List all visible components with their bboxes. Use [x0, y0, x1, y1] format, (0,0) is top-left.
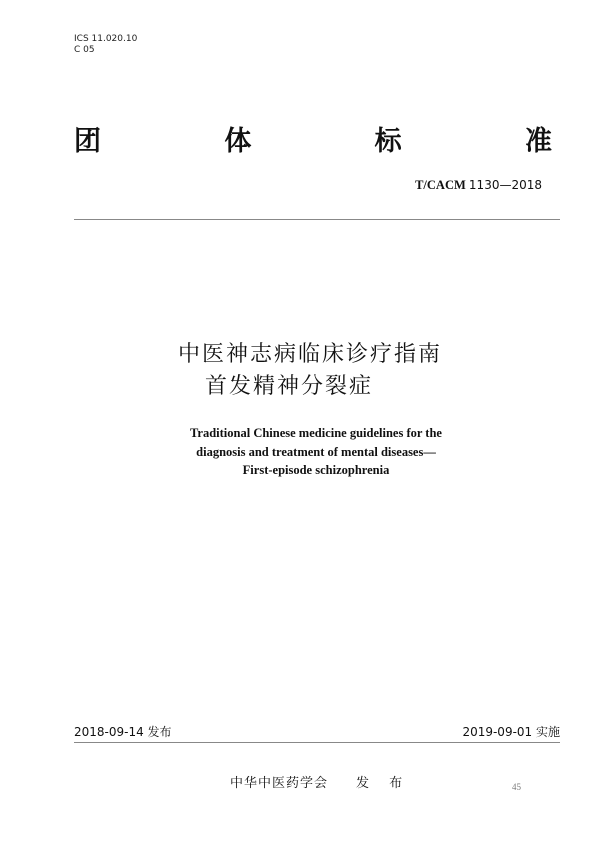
standard-type-char-3: 标: [374, 125, 402, 157]
publish-action: 发 布: [356, 776, 411, 791]
chinese-title-line-1: 中医神志病临床诊疗指南: [177, 342, 442, 367]
publisher-organization: 中华中医药学会: [230, 776, 329, 791]
standard-type-char-2: 体: [224, 125, 252, 157]
english-title-line-2: diagnosis and treatment of mental diseases—: [196, 444, 436, 459]
issue-date: 2018-09-14 发布: [74, 725, 172, 739]
standard-type-char-4: 准: [524, 125, 552, 157]
standard-code-number: 1130—2018: [468, 178, 542, 192]
bottom-divider: [74, 742, 560, 743]
standard-code-prefix: T/CACM: [415, 178, 466, 192]
english-title: [0, 424, 600, 480]
standard-number: [415, 178, 542, 193]
ics-code: ICS 11.020.10: [74, 34, 138, 44]
implementation-date: 2019-09-01 实施: [462, 725, 560, 739]
page-mark: 45: [512, 782, 521, 792]
ccs-code: C 05: [74, 45, 95, 55]
english-title-line-3: First-episode schizophrenia: [242, 463, 390, 477]
chinese-title-line-2: 首发精神分裂症: [204, 374, 373, 399]
top-divider: [74, 219, 560, 220]
publisher-line: [230, 772, 410, 791]
standard-type-char-1: 团: [74, 125, 101, 157]
english-title-line-1: Traditional Chinese medicine guidelines for the: [190, 426, 442, 440]
standard-type-heading: [74, 118, 552, 158]
